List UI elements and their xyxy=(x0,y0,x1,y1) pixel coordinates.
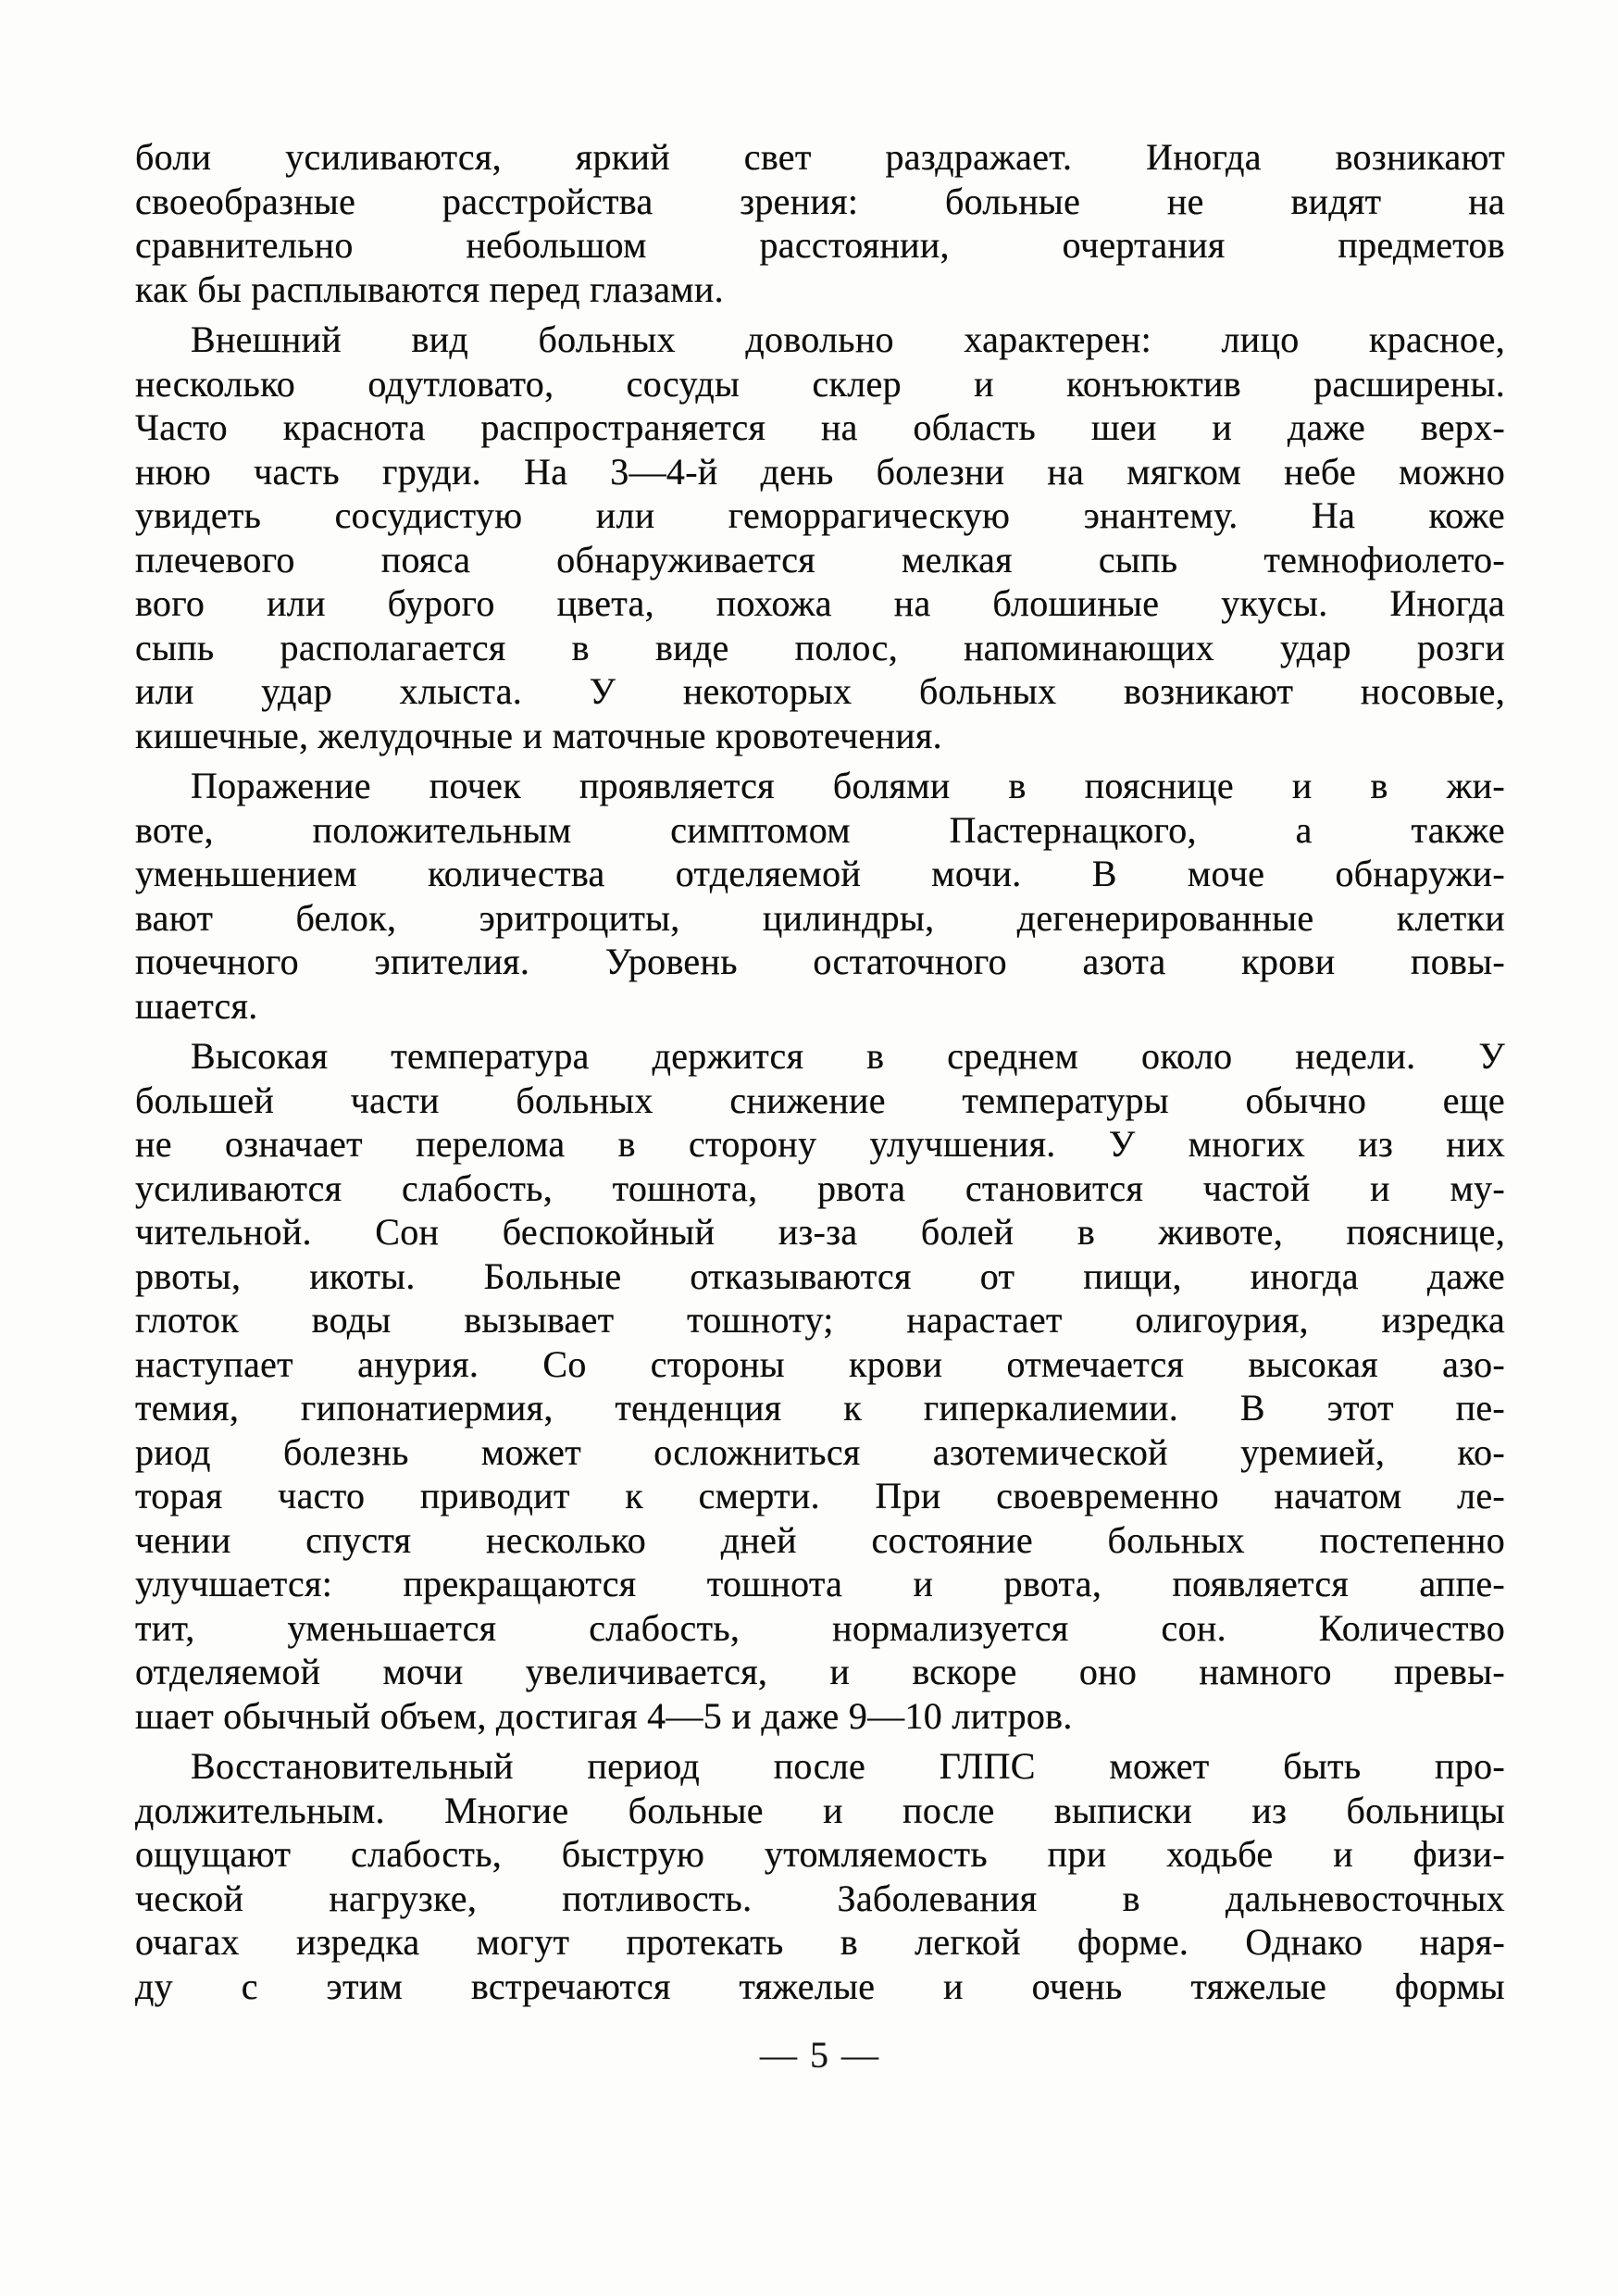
text-line: шается. xyxy=(135,984,258,1027)
text-line: ческой нагрузке, потливость. Заболевания в дальневосточных xyxy=(135,1877,1505,1919)
text-line: плечевого пояса обнаруживается мелкая сыпь темнофиолето- xyxy=(135,538,1505,580)
text-line: ду с этим встречаются тяжелые и очень тяжелые формы xyxy=(135,1965,1505,2007)
text-line: чительной. Сон беспокойный из-за болей в животе, пояснице, xyxy=(135,1211,1505,1253)
text-line: или удар хлыста. У некоторых больных возникают носовые, xyxy=(135,670,1505,712)
text-line: торая часто приводит к смерти. При своевременно начатом ле- xyxy=(135,1475,1505,1516)
text-line: Высокая температура держится в среднем около недели. У xyxy=(191,1035,1505,1077)
text-line: не означает перелома в сторону улучшения. У многих из них xyxy=(135,1123,1505,1165)
text-line: несколько одутловато, сосуды склер и конъюктив расширены. xyxy=(135,362,1505,405)
text-line: воте, положительным симптомом Пастернацкого, а также xyxy=(135,808,1505,851)
text-line: чении спустя несколько дней состояние больных постепенно xyxy=(135,1518,1505,1561)
text-line: Восстановительный период после ГЛПС может быть про- xyxy=(191,1745,1505,1787)
text-line: Часто краснота распространяется на область шеи и даже верх- xyxy=(135,406,1505,448)
text-line: тит, уменьшается слабость, нормализуется сон. Количество xyxy=(135,1606,1505,1649)
text-line: сыпь располагается в виде полос, напоминающих удар розги xyxy=(135,626,1505,668)
text-line: почечного эпителия. Уровень остаточного азота крови повы- xyxy=(135,941,1505,982)
text-line: как бы расплываются перед глазами. xyxy=(135,268,724,310)
paragraph xyxy=(135,1744,1505,2008)
text-line: боли усиливаются, яркий свет раздражает. Иногда возникают xyxy=(135,136,1505,178)
text-line: вают белок, эритроциты, цилиндры, дегенерированные клетки xyxy=(135,896,1505,939)
text-line: ощущают слабость, быструю утомляемость при ходьбе и физи- xyxy=(135,1833,1505,1875)
text-line: увидеть сосудистую или геморрагическую энантему. На коже xyxy=(135,494,1505,536)
text-line: Внешний вид больных довольно характерен: лицо красное, xyxy=(191,318,1505,360)
text-line: большей части больных снижение температуры обычно еще xyxy=(135,1079,1505,1121)
text-line: своеобразные расстройства зрения: больные не видят на xyxy=(135,180,1505,222)
text-line: должительным. Многие больные и после выписки из больницы xyxy=(135,1789,1505,1831)
page-number: — 5 — xyxy=(760,2034,880,2076)
text-line: темия, гипонатиермия, тенденция к гиперкалиемии. В этот пе- xyxy=(135,1387,1505,1429)
text-line: уменьшением количества отделяемой мочи. В моче обнаружи- xyxy=(135,853,1505,894)
text-line: вого или бурого цвета, похожа на блошиные укусы. Иногда xyxy=(135,582,1505,624)
text-line: рвоты, икоты. Больные отказываются от пищи, иногда даже xyxy=(135,1254,1505,1297)
text-line: улучшается: прекращаются тошнота и рвота, появляется аппе- xyxy=(135,1563,1505,1604)
paragraph xyxy=(135,318,1505,757)
text-line: сравнительно небольшом расстоянии, очертания предметов xyxy=(135,224,1505,266)
body-text xyxy=(135,135,1505,2008)
text-line: отделяемой мочи увеличивается, и вскоре оно намного превы- xyxy=(135,1651,1505,1692)
text-line: глоток воды вызывает тошноту; нарастает олигоурия, изредка xyxy=(135,1299,1505,1341)
text-line: нюю часть груди. На 3—4-й день болезни на мягком небе можно xyxy=(135,450,1505,493)
text-line: Поражение почек проявляется болями в пояснице и в жи- xyxy=(191,765,1505,806)
paragraph xyxy=(135,1034,1505,1738)
text-line: очагах изредка могут протекать в легкой форме. Однако наря- xyxy=(135,1921,1505,1963)
paragraph xyxy=(135,135,1505,311)
text-line: наступает анурия. Со стороны крови отмечается высокая азо- xyxy=(135,1342,1505,1385)
paragraph xyxy=(135,764,1505,1028)
text-line: шает обычный объем, достигая 4—5 и даже 9—10 литров. xyxy=(135,1694,1073,1737)
text-line: кишечные, желудочные и маточные кровотечения. xyxy=(135,714,942,756)
text-line: риод болезнь может осложниться азотемической уремией, ко- xyxy=(135,1430,1505,1473)
text-line: усиливаются слабость, тошнота, рвота становится частой и му- xyxy=(135,1167,1505,1209)
